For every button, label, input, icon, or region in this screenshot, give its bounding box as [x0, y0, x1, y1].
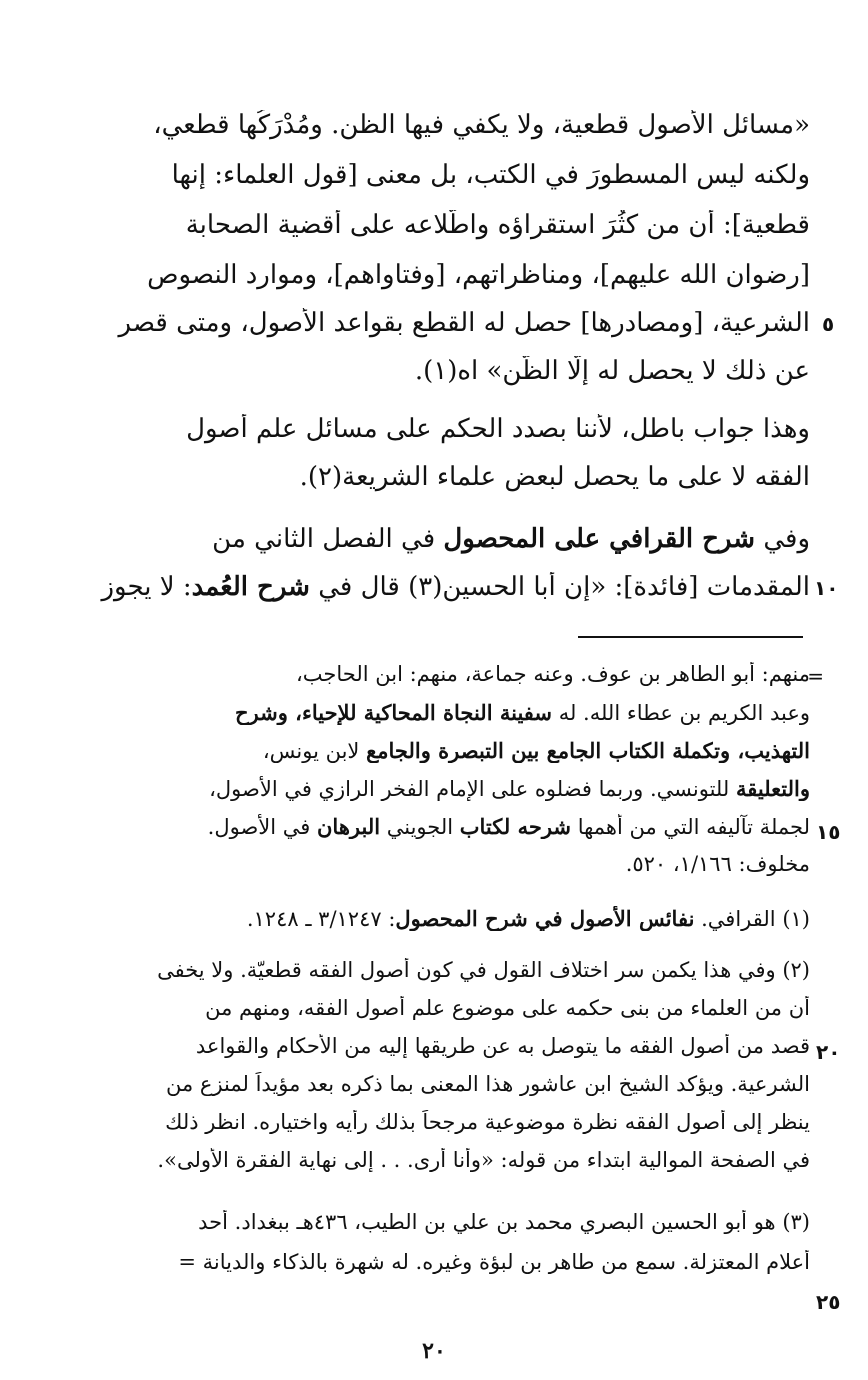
fn1-bold: نفائس الأصول في شرح المحصول [395, 906, 695, 931]
fn-cont-line4-plain: للتونسي. وربما فضلوه على الإمام الفخر الرازي في الأصول، [209, 777, 730, 801]
para3-line2-suffix: : لا يجوز [101, 572, 192, 602]
fn-cont-line5-plain1: لجملة تآليفه التي من أهمها [577, 815, 810, 839]
line-number-5: ٥ [822, 312, 835, 336]
page-number: ٢٠ [422, 1338, 446, 1364]
para3-line2-bold: شرح العُمد [191, 572, 310, 602]
fn-cont-line-1: منهم: أبو الطاهر بن عوف. وعنه جماعة، منهم: ابن الحاجب، [296, 662, 810, 686]
footnote-2-line-1 [58, 958, 810, 982]
footnote-3-line-2: أعلام المعتزلة. سمع من طاهر بن لبؤة وغيره. له شهرة بالذكاء والديانة = [178, 1250, 810, 1274]
fn-cont-line-3 [98, 738, 810, 763]
fn-cont-line4-bold: والتعليقة [735, 776, 810, 801]
fn1-plain1: القرافي. [701, 907, 776, 931]
para1-line-5: الشرعية، [ومصادرها] حصل له القطع بقواعد الأصول، ومتى قصر [118, 308, 810, 338]
fn-cont-line3-plain: لابن يونس، [262, 739, 360, 763]
fn-cont-line5-plain2: الجويني [386, 815, 454, 839]
para2-line-1: وهذا جواب باطل، لأننا بصدد الحكم على مسائل علم أصول [186, 414, 810, 444]
para2-line-2: الفقه لا على ما يحصل لبعض علماء الشريعة(٢). [299, 462, 810, 492]
footnote-separator [578, 636, 803, 638]
footnote-2-line-2: أن من العلماء من بنى حكمه على موضوع علم أصول الفقه، ومنهم من [205, 996, 810, 1020]
fn2-text-1: وفي هذا يكمن سر اختلاف القول في كون أصول الفقه قطعيّة. ولا يخفى [157, 958, 776, 982]
fn-cont-line3-bold: التهذيب، وتكملة الكتاب الجامع بين التبصرة والجامع [366, 738, 810, 763]
para3-line2-prefix: المقدمات [فائدة]: «إن أبا الحسين(٣) قال في [318, 572, 810, 602]
fn3-marker: (٣) [782, 1210, 810, 1234]
fn-cont-line2-bold: سفينة النجاة المحاكية للإحياء، وشرح [234, 700, 553, 725]
fn-cont-line-2 [98, 700, 810, 725]
fn1-marker: (١) [782, 907, 810, 931]
footnote-2-line-6: في الصفحة الموالية ابتداء من قوله: «وأنا أرى. . . إلى نهاية الفقرة الأولى». [157, 1148, 810, 1172]
footnote-1 [58, 906, 810, 931]
para3-line1-prefix: وفي [763, 524, 810, 554]
fn-cont-line5-plain3: في الأصول. [207, 815, 311, 839]
para3-line-1 [98, 524, 810, 554]
footnote-2-line-3: قصد من أصول الفقه ما يتوصل به عن طريقها إليه من الأحكام والقواعد [195, 1034, 810, 1058]
footnote-2-line-5: ينظر إلى أصول الفقه نظرة موضوعية مرجحاً بذلك رأيه واختياره. انظر ذلك [165, 1110, 810, 1134]
para3-line1-bold: شرح القرافي على المحصول [443, 524, 756, 554]
para1-line-1: «مسائل الأصول قطعية، ولا يكفي فيها الظن. ومُدْرَكُها قطعي، [153, 110, 810, 140]
line-number-10: ١٠ [814, 576, 839, 600]
fn1-plain2: : ٣/١٢٤٧ ـ ١٢٤٨. [246, 907, 396, 931]
line-number-25: ٢٥ [816, 1290, 841, 1314]
fn2-marker: (٢) [782, 958, 810, 982]
para1-line-4: [رضوان الله عليهم]، ومناظراتهم، [وفتاواهم]، وموارد النصوص [147, 260, 810, 290]
continued-marker: = [807, 664, 824, 688]
para1-line-6: عن ذلك لا يحصل له إلّا الظّن» اه(١). [414, 356, 810, 386]
fn-cont-line-6: مخلوف: ١/١٦٦، ٥٢٠. [625, 852, 810, 876]
fn-cont-line5-bold1: شرحه لكتاب [459, 814, 571, 839]
line-number-20: ٢٠ [816, 1040, 841, 1064]
para3-line-2 [58, 572, 810, 602]
footnote-3-line-1 [58, 1210, 810, 1234]
fn-cont-line-4 [98, 776, 810, 801]
fn-cont-line5-bold2: البرهان [317, 814, 381, 839]
para3-line1-suffix: في الفصل الثاني من [212, 524, 436, 554]
fn3-text-1: هو أبو الحسين البصري محمد بن علي بن الطيب، ٤٣٦هـ ببغداد. أحد [198, 1210, 776, 1234]
fn-cont-line2-plain: وعبد الكريم بن عطاء الله. له [558, 701, 810, 725]
para1-line-3: قطعية]: أن من كثُرَ استقراؤه واطّلاعه على أقضية الصحابة [185, 210, 810, 240]
fn-cont-line-5 [98, 814, 810, 839]
line-number-15: ١٥ [816, 820, 841, 844]
para1-line-2: ولكنه ليس المسطورَ في الكتب، بل معنى [قول العلماء: إنها [171, 160, 810, 190]
footnote-2-line-4: الشرعية. ويؤكد الشيخ ابن عاشور هذا المعنى بما ذكره بعد مؤيداً لمنزع من [166, 1072, 810, 1096]
